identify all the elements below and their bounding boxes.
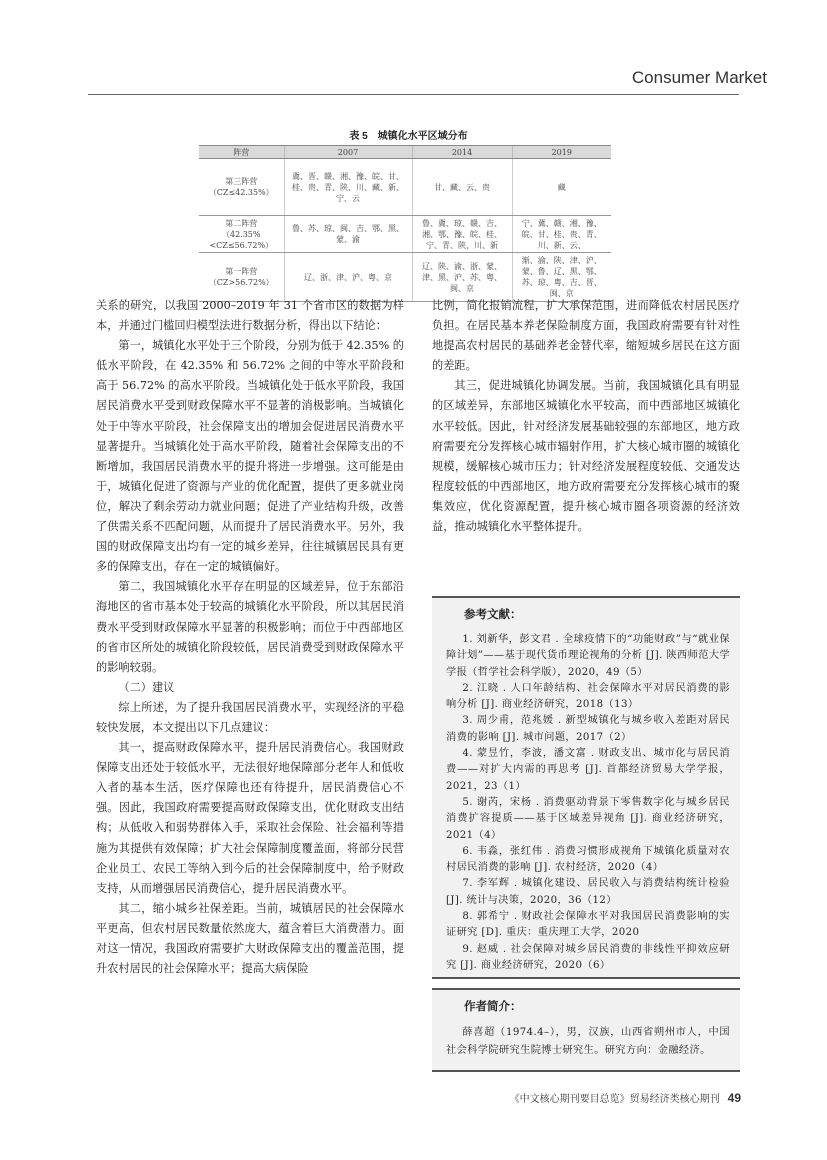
table-number: 表 5 bbox=[349, 131, 368, 142]
table-title: 城镇化水平区域分布 bbox=[377, 131, 468, 142]
group-range: （CZ>56.72%） bbox=[208, 278, 274, 287]
table-cell: 甘、藏、云、贵 bbox=[412, 159, 512, 216]
table-caption bbox=[0, 127, 827, 142]
footer-journal: 《中文核心期刊要目总览》贸易经济类核心期刊 bbox=[509, 1094, 720, 1105]
body-paragraph: 综上所述，为了提升我国居民消费水平，实现经济的平稳较快发展，本文提出以下几点建议： bbox=[96, 700, 404, 734]
table-cell: 辽、浙、津、沪、粤、京 bbox=[284, 253, 412, 302]
references-list bbox=[446, 632, 730, 974]
table-cell: 藏 bbox=[512, 159, 611, 216]
body-paragraph: 其二，缩小城乡社保差距。当前，城镇居民的社会保障水平更高，但农村居民数量依然庞大，蕴含着巨大消费潜力。面对这一情况，我国政府需要扩大财政保障支出的覆盖范围，提升农村居民的社会保障水平；提高大病保险 bbox=[96, 901, 404, 976]
table-row bbox=[199, 216, 611, 253]
body-paragraph: 第一，城镇化水平处于三个阶段，分别为低于 42.35% 的低水平阶段，在 42.35% 和 56.72% 之间的中等水平阶段和高于 56.72% 的高水平阶段。当城镇化处于低水平阶段，我国居民消费水平受到财政保障水平不显著的消极影响。当城镇化处于中等水平阶段，社会保障支出的增加会促进居民消费水平显著提升。当城镇化处于高水平阶段，随着社会保障支出的不断增加，我国居民消费水平的提升将进一步增强。这可能是由于，城镇化促进了资源与产业的优化配置，提供了更多就业岗位，解决了剩余劳动力就业问题；促进了产业结构升级，改善了供需关系不匹配问题，从而提升了居民消费水平。另外，我国的财政保障支出均有一定的城乡差异，往往城镇居民具有更多的保障支出，存在一定的城镇偏好。 bbox=[96, 339, 404, 574]
reference-item: 1. 刘新华，彭文君 . 全球疫情下的“功能财政”与“就业保障计划”——基于现代货币理论视角的分析 [J]. 陕西师范大学学报（哲学社会科学版），2020，49（5） bbox=[446, 634, 730, 678]
group-name: 第三阵营 bbox=[225, 177, 258, 186]
group-cell bbox=[199, 159, 284, 216]
right-text-column bbox=[432, 296, 740, 537]
group-range: （42.35%<CZ≤56.72%） bbox=[209, 229, 274, 250]
left-text-column bbox=[96, 296, 404, 979]
group-name: 第一阵营 bbox=[225, 267, 258, 276]
table-cell: 鲁、苏、琼、闽、吉、鄂、黑、蒙、渝 bbox=[284, 216, 412, 253]
table-cell: 宁、冀、赣、湘、豫、皖、甘、桂、贵、青、川、新、云、 bbox=[512, 216, 611, 253]
group-cell bbox=[199, 216, 284, 253]
section-subheading: （二）建议 bbox=[118, 680, 175, 694]
page-number: 49 bbox=[727, 1091, 741, 1105]
table-cell: 鲁、冀、琼、赣、吉、湘、鄂、豫、皖、桂、宁、青、陕、川、新 bbox=[412, 216, 512, 253]
reference-item: 2. 江晓 . 人口年龄结构、社会保障水平对居民消费的影响分析 [J]. 商业经济研究，2018（13） bbox=[446, 682, 730, 711]
reference-item: 8. 郭希宁 . 财政社会保障水平对我国居民消费影响的实证研究 [D]. 重庆：重庆理工大学，2020 bbox=[446, 911, 730, 939]
table-header-cell: 2014 bbox=[412, 146, 512, 159]
table-cell: 辽、陕、渝、浙、蒙、津、黑、沪、苏、粤、闽、京 bbox=[412, 253, 512, 302]
references-box bbox=[432, 596, 740, 979]
table-row bbox=[199, 159, 611, 216]
body-paragraph: 关系的研究，以我国 2000–2019 年 31 个省市区的数据为样本，并通过门槛回归模型法进行数据分析，得出以下结论： bbox=[96, 299, 404, 333]
table-header-cell: 2007 bbox=[284, 146, 412, 159]
author-box bbox=[432, 988, 740, 1072]
group-name: 第二阵营 bbox=[225, 218, 258, 228]
reference-item: 5. 谢芮，宋杨 . 消费驱动背景下零售数字化与城乡居民消费扩容提质——基于区域差异视角 [J]. 商业经济研究，2021（4） bbox=[446, 796, 730, 841]
running-header-title: Consumer Market bbox=[631, 68, 767, 87]
references-title: 参考文献： bbox=[464, 609, 522, 621]
reference-item: 6. 韦淼，张红伟 . 消费习惯形成视角下城镇化质量对农村居民消费的影响 [J]. 农村经济，2020（4） bbox=[446, 845, 730, 874]
table-header-cell: 阵营 bbox=[199, 146, 284, 159]
body-paragraph: 第二，我国城镇化水平存在明显的区域差异，位于东部沿海地区的省市基本处于较高的城镇化水平阶段，所以其居民消费水平受到财政保障水平显著的积极影响；而位于中西部地区的省市区所处的城镇化阶段较低，居民消费受到财政保障水平的影响较弱。 bbox=[96, 580, 404, 674]
author-title: 作者简介： bbox=[464, 1001, 522, 1013]
author-bio: 薛喜超（1974.4–），男，汉族，山西省朔州市人，中国社会科学院研究生院博士研究生。研究方向：金融经济。 bbox=[446, 1027, 730, 1056]
reference-item: 4. 蒙昱竹，李波，潘文富 . 财政支出、城市化与居民消费——对扩大内需的再思考 [J]. 首都经济贸易大学学报，2021，23（1） bbox=[446, 748, 730, 792]
urbanization-table bbox=[199, 145, 611, 302]
page-footer bbox=[510, 1090, 741, 1105]
table-header-row bbox=[199, 146, 611, 159]
group-range: （CZ≤42.35%） bbox=[208, 188, 274, 197]
table-cell: 冀、晋、赣、湘、豫、皖、甘、桂、贵、青、陕、川、藏、新、宁、云 bbox=[284, 159, 412, 216]
body-paragraph: 比例，简化报销流程，扩大承保范围，进而降低农村居民医疗负担。在居民基本养老保险制度方面，我国政府需要有针对性地提高农村居民的基础养老金替代率，缩短城乡居民在这方面的差距。 bbox=[432, 299, 740, 373]
reference-item: 3. 周少甫，范兆媛 . 新型城镇化与城乡收入差距对居民消费的影响 [J]. 城市问题，2017（2） bbox=[446, 715, 730, 743]
body-paragraph: 其一，提高财政保障水平，提升居民消费信心。我国财政保障支出还处于较低水平，无法很好地保障部分老年人和低收入者的基本生活，医疗保障也还有待提升，居民消费信心不强。因此，我国政府需要提高财政保障支出，优化财政支出结构；从低收入和弱势群体入手，采取社会保险、社会福利等措施为其提供有效保障；扩大社会保障制度覆盖面，将部分民营企业员工、农民工等纳入到今后的社会保障制度中，给予财政支持，从而增强居民消费信心，提升居民消费水平。 bbox=[96, 741, 404, 895]
reference-item: 9. 赵威 . 社会保障对城乡居民消费的非线性平抑效应研究 [J]. 商业经济研究，2020（6） bbox=[446, 943, 730, 971]
reference-item: 7. 李军辉 . 城镇化建设、居民收入与消费结构统计检验 [J]. 统计与决策，2020，36（12） bbox=[446, 878, 730, 906]
header-rule bbox=[88, 94, 739, 95]
table-row bbox=[199, 253, 611, 302]
body-paragraph: 其三，促进城镇化协调发展。当前，我国城镇化具有明显的区域差异，东部地区城镇化水平较高，而中西部地区城镇化水平较低。因此，针对经济发展基础较强的东部地区，地方政府需要充分发挥核心城市辐射作用，扩大核心城市圈的城镇化规模，缓解核心城市压力；针对经济发展程度较低、交通发达程度较低的中西部地区，地方政府需要充分发挥核心城市的聚集效应，优化资源配置，提升核心城市圈各项资源的经济效益，推动城镇化水平整体提升。 bbox=[432, 379, 740, 534]
table-cell: 渐、渝、陕、津、沪、蒙、鲁、辽、黑、鄂、苏、琼、粤、吉、晋、闽、京 bbox=[512, 253, 611, 302]
group-cell bbox=[199, 253, 284, 302]
table-header-cell: 2019 bbox=[512, 146, 611, 159]
